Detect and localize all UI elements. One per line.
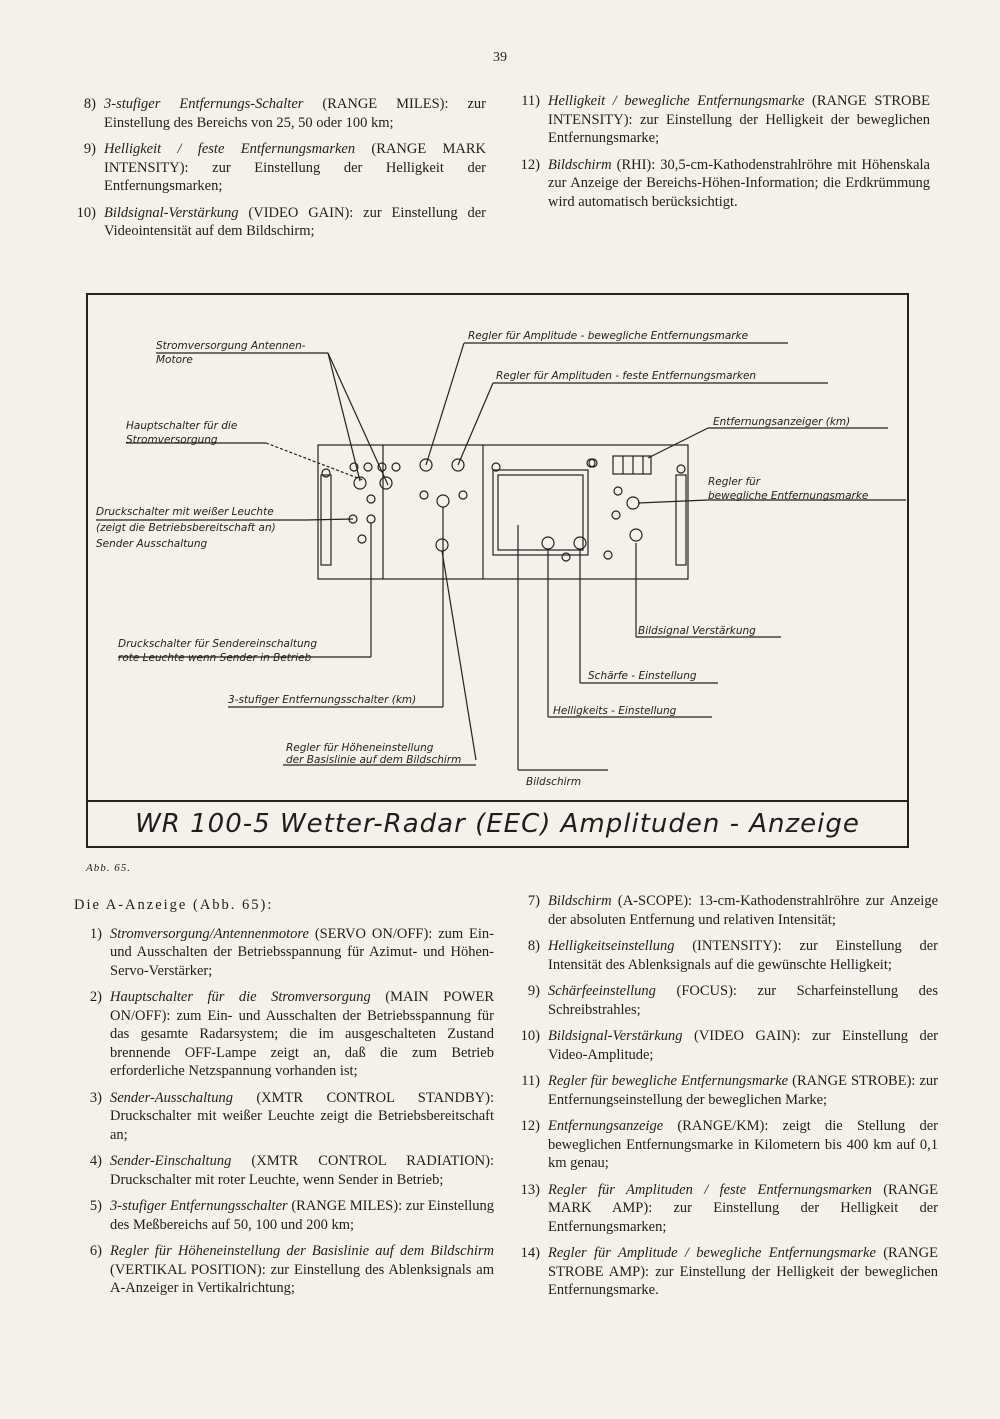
list-item — [74, 1152, 494, 1189]
list-item — [506, 92, 930, 148]
item-number: 3) — [89, 1089, 102, 1106]
item-term: Regler für Amplituden / feste Entfernungsmarken — [548, 1181, 872, 1198]
item-description: (MAIN POWER ON/OFF): zum Ein- und Ausschalten der Betriebsspannung für das gesamte Radarsystem; die im ausgeschalteten Zustand brennende OFF-Lampe zeigt an, daß die zum Betrieb erforderliche Netzspannung vorhanden ist; — [110, 989, 495, 1079]
item-text — [110, 1197, 494, 1234]
item-text — [548, 156, 930, 212]
item-term: Helligkeit / feste Entfernungsmarken — [104, 141, 356, 157]
item-description: (A-SCOPE): 13-cm-Kathodenstrahlröhre zur Anzeige der absoluten Entfernung und relativen Intensität; — [548, 893, 938, 928]
item-term: Helligkeit / bewegliche Entfernungsmarke — [548, 93, 805, 109]
item-text — [548, 92, 930, 148]
item-text — [548, 1117, 938, 1173]
label-a-scope: Bildschirm — [526, 776, 582, 788]
list-item — [74, 1197, 494, 1234]
item-description: (VIDEO GAIN): zur Einstellung der Videointensität auf dem Bildschirm; — [104, 204, 486, 239]
item-description: (RANGE STROBE): zur Entfernungseinstellung der beweglichen Marke; — [548, 1073, 938, 1108]
item-number: 1) — [89, 925, 102, 942]
item-number: 12) — [520, 1118, 540, 1134]
item-description: (VERTIKAL POSITION): zur Einstellung des Ablenksignals am A-Anzeiger in Vertikalrichtung; — [110, 1261, 494, 1296]
list-item — [500, 982, 938, 1019]
label-standby-2: (zeigt die Betriebsbereitschaft an) — [96, 522, 276, 534]
label-standby: Druckschalter mit weißer Leuchte — [96, 506, 274, 518]
item-number: 10) — [76, 204, 96, 221]
item-number: 2) — [89, 989, 102, 1005]
item-description: (RANGE STROBE AMP): zur Einstellung der Helligkeit der beweglichen Entfernungsmarke. — [548, 1245, 938, 1298]
item-number: 6) — [89, 1243, 102, 1259]
item-number: 5) — [89, 1198, 102, 1214]
list-item — [74, 1242, 494, 1298]
item-term: Bildsignal-Verstärkung — [104, 204, 239, 221]
item-text — [110, 1242, 494, 1298]
item-text — [548, 892, 938, 929]
item-number: 8) — [83, 96, 96, 112]
item-number: 8) — [527, 938, 540, 954]
list-item — [74, 988, 494, 1081]
item-term: Schärfeeinstellung — [548, 983, 656, 999]
item-number: 10) — [520, 1028, 540, 1044]
item-text — [110, 925, 494, 981]
item-text — [110, 988, 494, 1081]
item-description: (RANGE STROBE INTENSITY): zur Einstellung der Helligkeit der beweglichen Entfernungsmarke; — [548, 93, 930, 146]
right-handle — [676, 475, 686, 565]
label-focus: Schärfe - Einstellung — [588, 670, 697, 682]
list-item — [74, 925, 494, 981]
list-item — [500, 1181, 938, 1237]
item-description: (RANGE MILES): zur Einstellung des Meßbereichs auf 50, 100 und 200 km; — [110, 1198, 494, 1233]
main-power-switch — [380, 477, 392, 489]
list-item — [506, 156, 930, 212]
label-standby-3: Sender Ausschaltung — [96, 538, 208, 550]
item-term: Regler für Amplitude / bewegliche Entfernungsmarke — [548, 1245, 876, 1261]
item-description: (XMTR CONTROL STANDBY): Druckschalter mit weißer Leuchte zeigt die Betriebsbereitschaft an; — [110, 1089, 494, 1143]
list-item — [500, 892, 938, 929]
item-term: Sender-Ausschaltung — [110, 1089, 233, 1106]
label-mark-amp: Regler für Amplituden - feste Entfernungsmarken — [496, 370, 757, 382]
label-radiation: Druckschalter für Sendereinschaltung — [118, 638, 317, 650]
section-intro: Die A-Anzeige (Abb. 65): — [74, 897, 274, 913]
label-video-gain: Bildsignal Verstärkung — [638, 625, 756, 637]
focus-knob — [574, 537, 586, 549]
label-vertical-position-2: der Basislinie auf dem Bildschirm — [286, 754, 462, 766]
item-number: 11) — [521, 93, 540, 109]
label-intensity: Helligkeits - Einstellung — [553, 705, 677, 717]
list-item — [68, 140, 486, 196]
label-range-strobe-2: bewegliche Entfernungsmarke — [708, 490, 869, 502]
list-item — [500, 937, 938, 974]
list-item — [68, 95, 486, 132]
label-radiation-2: rote Leuchte wenn Sender in Betrieb — [118, 652, 312, 664]
item-term: Stromversorgung/Antennenmotore — [110, 925, 309, 942]
item-description: (RANGE/KM): zeigt die Stellung der beweglichen Entfernungsmarke in Kilometern bis 400 km auf 0,1 km genau; — [548, 1118, 938, 1171]
item-text — [548, 1072, 938, 1109]
item-description: (RANGE MARK INTENSITY): zur Einstellung der Helligkeit der Entfernungsmarken; — [104, 141, 486, 194]
item-number: 13) — [520, 1181, 540, 1198]
item-number: 11) — [521, 1073, 540, 1089]
a-scope-inner — [498, 475, 583, 550]
item-term: Regler für bewegliche Entfernungsmarke — [548, 1073, 789, 1089]
bottom-left-list — [74, 925, 494, 1298]
item-text — [110, 1152, 494, 1189]
list-item — [74, 1089, 494, 1145]
radiation-button — [367, 515, 375, 523]
item-term: Hauptschalter für die Stromversorgung — [110, 989, 371, 1005]
item-description: (VIDEO GAIN): zur Einstellung der Video-Amplitude; — [548, 1028, 938, 1063]
video-gain-knob — [630, 529, 642, 541]
item-description: (INTENSITY): zur Einstellung der Intensität des Ablenksignals auf die gewünschte Helligkeit; — [548, 938, 938, 973]
item-term: 3-stufiger Entfernungs-Schalter — [104, 96, 304, 112]
list-item — [500, 1072, 938, 1109]
item-text — [104, 95, 486, 132]
list-item — [500, 1117, 938, 1173]
item-description: (RANGE MILES): zur Einstellung des Bereichs von 25, 50 oder 100 km; — [104, 96, 486, 131]
bottom-left-column — [74, 896, 494, 1306]
page-number: 39 — [493, 50, 507, 65]
item-term: Regler für Höheneinstellung der Basislinie auf dem Bildschirm — [110, 1243, 494, 1259]
item-text — [548, 982, 938, 1019]
range-strobe-knob — [627, 497, 639, 509]
item-term: Bildschirm — [548, 156, 612, 173]
label-range-strobe: Regler für — [708, 476, 761, 488]
item-term: Bildsignal-Verstärkung — [548, 1028, 683, 1044]
label-main-power: Hauptschalter für die — [126, 420, 238, 432]
item-term: Sender-Einschaltung — [110, 1153, 232, 1169]
range-counter — [613, 456, 651, 474]
top-left-column — [68, 95, 486, 249]
radar-panel-figure — [86, 293, 909, 848]
intensity-knob — [542, 537, 554, 549]
item-number: 12) — [520, 156, 540, 173]
item-description: (SERVO ON/OFF): zum Ein- und Ausschalten der Betriebsspannung für Azimut- und Höhen-Servo-Verstärker; — [110, 925, 494, 979]
item-description: (RHI): 30,5-cm-Kathodenstrahlröhre mit Höhenskala zur Anzeige der Bereichs-Höhen-Information; die Erdkrümmung wird automatisch berücksichtigt. — [548, 156, 930, 210]
top-right-column — [506, 92, 930, 219]
item-text — [548, 1244, 938, 1300]
radar-panel-diagram — [88, 295, 907, 802]
label-main-power-2: Stromversorgung — [126, 434, 218, 446]
item-term: Entfernungsanzeige — [548, 1118, 664, 1134]
label-range-switch: 3-stufiger Entfernungsschalter (km) — [228, 694, 417, 706]
item-text — [104, 204, 486, 241]
item-text — [548, 1027, 938, 1064]
item-text — [104, 140, 486, 196]
item-term: Bildschirm — [548, 893, 612, 909]
item-text — [548, 1181, 938, 1237]
item-number: 14) — [520, 1245, 540, 1261]
label-vertical-position: Regler für Höheneinstellung — [286, 742, 434, 754]
list-item — [68, 204, 486, 241]
item-number: 9) — [83, 141, 96, 157]
bottom-right-column — [500, 892, 938, 1308]
label-strobe-amp: Regler für Amplitude - bewegliche Entfernungsmarke — [468, 330, 749, 342]
item-text — [110, 1089, 494, 1145]
item-description: (XMTR CONTROL RADIATION): Druckschalter mit roter Leuchte, wenn Sender in Betrieb; — [110, 1153, 494, 1188]
item-number: 9) — [527, 983, 540, 999]
list-item — [500, 1244, 938, 1300]
label-servo-2: Motore — [156, 354, 193, 366]
vertical-position-knob — [436, 539, 448, 551]
list-item — [500, 1027, 938, 1064]
left-handle-screw — [322, 469, 330, 477]
label-range-counter: Entfernungsanzeiger (km) — [713, 416, 851, 428]
right-handle-screw — [677, 465, 685, 473]
item-text — [548, 937, 938, 974]
range-switch — [437, 495, 449, 507]
item-number: 4) — [89, 1153, 102, 1169]
item-number: 7) — [527, 893, 540, 909]
item-term: Helligkeitseinstellung — [548, 938, 675, 954]
item-term: 3-stufiger Entfernungsschalter — [110, 1198, 288, 1214]
item-description: (FOCUS): zur Scharfeinstellung des Schreibstrahles; — [548, 983, 938, 1018]
figure-title: WR 100-5 Wetter-Radar (EEC) Amplituden - Anzeige — [88, 800, 907, 846]
figure-caption: Abb. 65. — [86, 862, 131, 874]
label-servo: Stromversorgung Antennen- — [156, 340, 306, 352]
item-description: (RANGE MARK AMP): zur Einstellung der Helligkeit der Entfernungsmarken; — [548, 1181, 938, 1235]
